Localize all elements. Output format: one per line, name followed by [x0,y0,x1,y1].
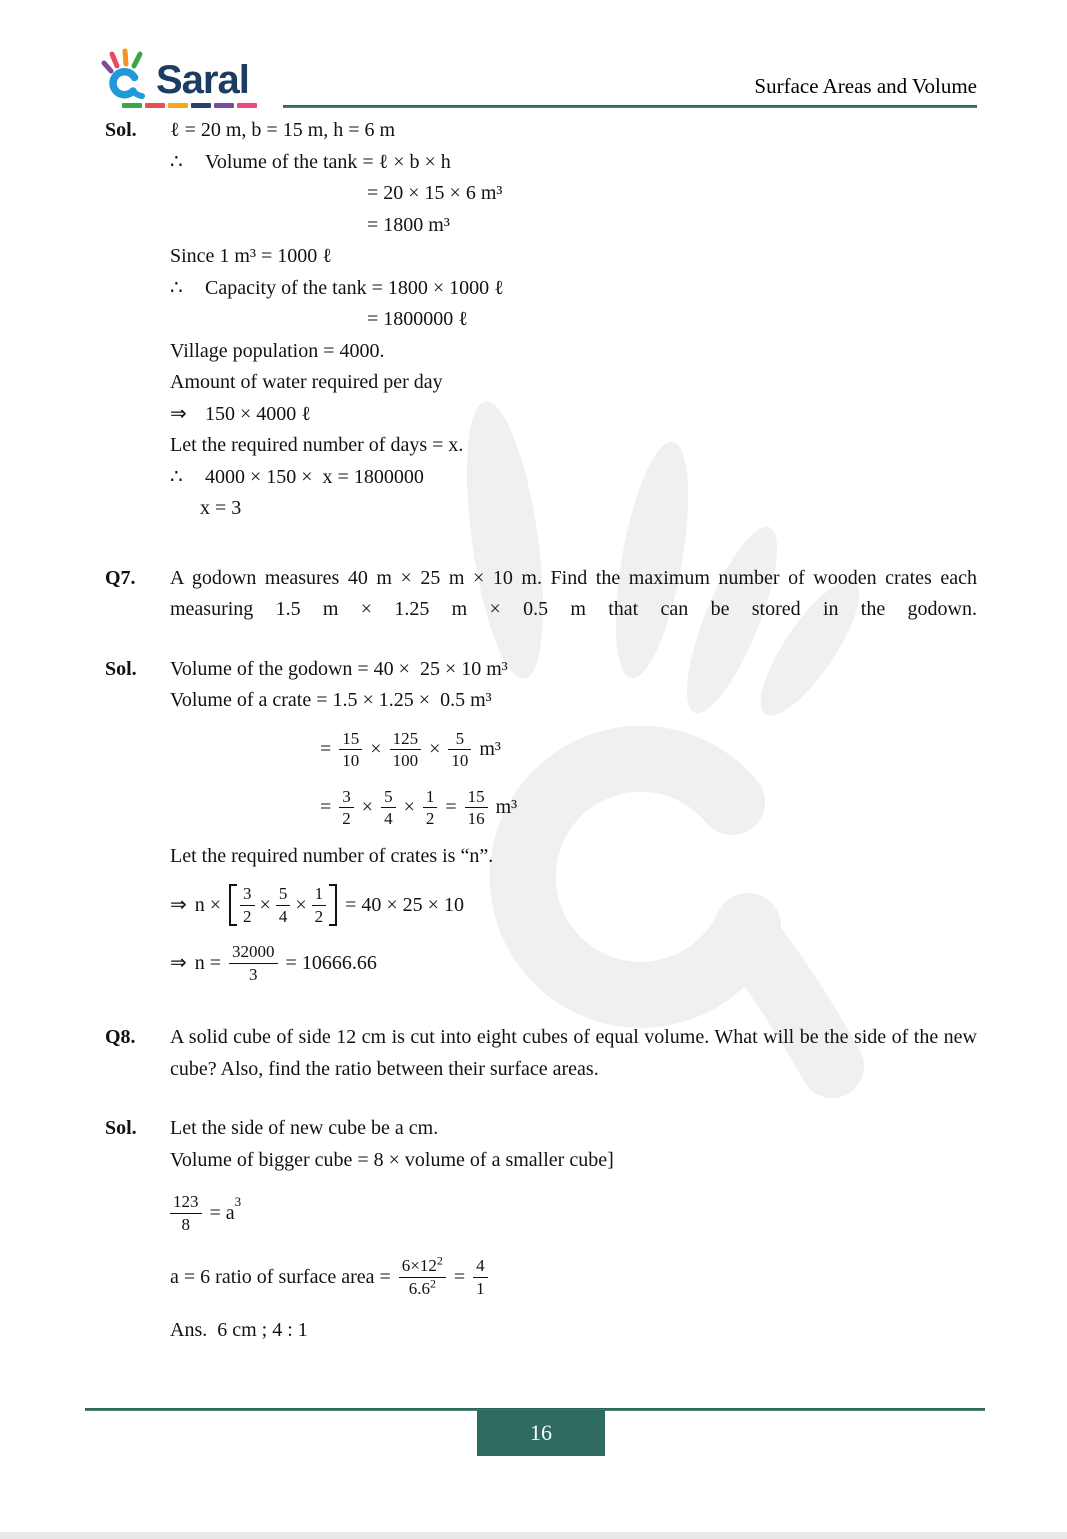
implies-symbol: ⇒ [170,951,187,974]
fraction: $\frac{15}{10}$ [339,729,362,771]
times-sign: × [429,738,441,761]
left-bracket [229,884,237,926]
question-text: A solid cube of side 12 cm is cut into eight cubes of equal volume. What will be the side of the new cube? Also, find the ratio between their surface areas. [170,1026,977,1080]
n-equals: n = [194,951,222,974]
crates-equation [170,884,977,926]
cube-volume-equation [170,1192,977,1234]
fraction: $\frac{4}{1}$ [473,1256,488,1298]
solution-label: Sol. [105,657,137,680]
a-cubed: = a 3 [209,1193,242,1224]
unit: m³ [479,738,501,761]
godown-volume: Volume of the godown = 40 × 25 × 10 m³ [170,657,508,680]
implies-symbol: ⇒ [170,402,187,425]
bracket-group [229,884,337,926]
underline-segment [191,103,211,108]
days-equation: 4000 × 150 × x = 1800000 [205,465,424,488]
solution-8 [105,1113,977,1346]
times-sign: × [370,738,382,761]
capacity-line: Capacity of the tank = 1800 × 1000 ℓ [205,276,504,299]
days-result: x = 3 [200,497,242,519]
bigger-cube-line: Volume of bigger cube = 8 × volume of a smaller cube] [170,1148,614,1171]
logo-underline [122,103,283,108]
village-population: Village population = 4000. [170,339,385,362]
capacity-value: = 1800000 ℓ [367,308,468,330]
let-side-line: Let the side of new cube be a cm. [170,1117,439,1140]
fraction: $\frac{5}{4}$ [381,787,396,829]
equation-rhs: = 40 × 25 × 10 [345,893,464,916]
question-label: Q8. [105,1026,136,1049]
times-sign: × [259,893,271,916]
volume-calc-1: = 20 × 15 × 6 m³ [367,182,503,204]
let-crates-line: Let the required number of crates is “n”. [170,844,494,867]
question-text: A godown measures 40 m × 25 m × 10 m. Find the maximum number of wooden crates each measuring 1.5 m × 1.25 m × 0.5 m that can be stored in the godown. [170,566,977,620]
header-title-area [283,74,977,108]
fraction: $\frac{123}{8}$ [170,1192,202,1234]
crate-fraction-eq-2 [320,787,977,829]
brand-name: Saral [156,58,249,102]
fraction: $\frac{1}{2}$ [423,787,438,829]
esaral-hand-icon [100,46,156,100]
page-number: 16 [530,1420,552,1445]
volume-calc-2: = 1800 m³ [367,213,450,236]
water-amount-line: Amount of water required per day [170,371,443,393]
fraction: $\frac{3}{2}$ [240,884,255,926]
answer-line: Ans. 6 cm ; 4 : 1 [170,1318,308,1341]
water-per-day: 150 × 4000 ℓ [205,402,311,425]
equals-sign: = [453,1266,466,1289]
header-rule [283,105,977,108]
page-bottom-edge [0,1532,1067,1539]
fraction: $\frac{5}{4}$ [276,884,291,926]
question-7 [105,563,977,626]
page-number-badge [477,1410,605,1456]
let-days-line: Let the required number of days = x. [170,434,464,456]
crate-fraction-eq-1 [320,729,977,771]
equals-sign: = [445,796,457,819]
solution-6 [105,115,977,525]
question-8 [105,1022,977,1085]
solution-label: Sol. [105,119,137,141]
fraction: $\frac{1}{2}$ [312,884,327,926]
page-content [105,115,977,1346]
therefore-symbol: ∴ [170,465,183,488]
fraction: $\frac{5}{10}$ [448,729,471,771]
fraction: $\frac{3}{2}$ [339,787,354,829]
implies-symbol: ⇒ [170,893,187,916]
unit: m³ [495,796,518,819]
underline-segment [168,103,188,108]
underline-segment [122,103,142,108]
given-values: ℓ = 20 m, b = 15 m, h = 6 m [170,119,396,141]
therefore-symbol: ∴ [170,276,183,299]
page-header [100,46,977,108]
underline-segment [214,103,234,108]
surface-area-ratio-equation [170,1253,977,1299]
crate-volume: Volume of a crate = 1.5 × 1.25 × 0.5 m³ [170,689,492,711]
underline-segment [145,103,165,108]
n-value-equation [170,942,977,984]
since-line: Since 1 m³ = 1000 ℓ [170,245,332,267]
n-result: = 10666.66 [285,951,377,974]
page-footer [85,1408,985,1445]
fraction: $\frac{15}{16}$ [465,787,488,829]
solution-label: Sol. [105,1117,137,1140]
times-sign: × [403,796,415,819]
fraction: $\frac{32000}{3}$ [229,942,278,984]
chapter-title: Surface Areas and Volume [754,74,977,98]
right-bracket [329,884,337,926]
equals-sign: = [320,796,332,819]
times-sign: × [295,893,307,916]
ratio-lhs: a = 6 ratio of surface area = [170,1266,391,1289]
solution-7 [105,654,977,985]
times-sign: × [361,796,374,819]
fraction: $\frac{125}{100}$ [390,729,422,771]
therefore-symbol: ∴ [170,150,183,173]
esaral-logo [100,46,283,108]
fraction: $\frac{6\times 12^2}{6.6^2}$ [399,1256,446,1298]
equals-sign: = [320,738,332,761]
underline-segment [237,103,257,108]
n-times: n × [194,893,222,916]
volume-formula: Volume of the tank = ℓ × b × h [205,150,451,173]
question-label: Q7. [105,566,136,589]
